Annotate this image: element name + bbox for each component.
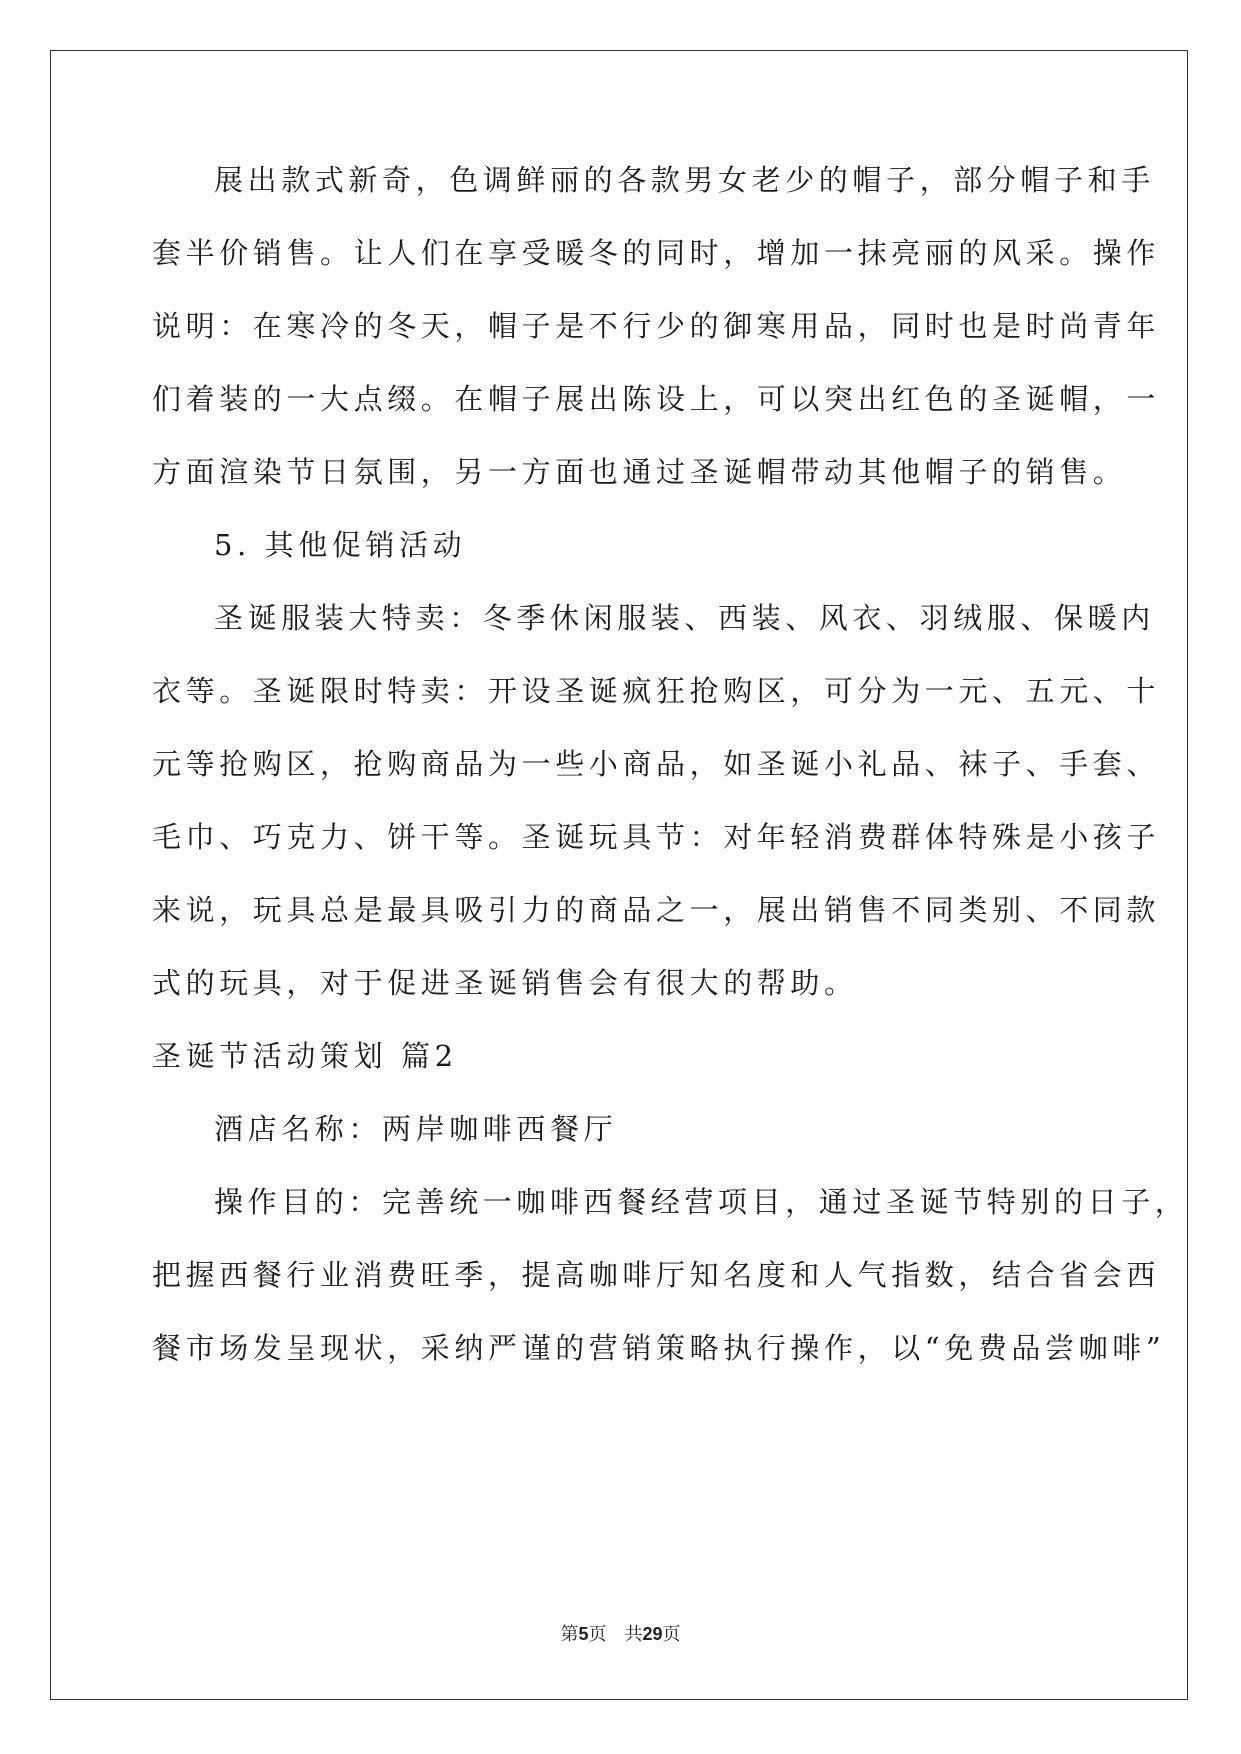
- paragraph-line: 展出款式新奇，色调鲜丽的各款男女老少的帽子，部分帽子和手: [214, 163, 1155, 197]
- paragraph-line: 元等抢购区，抢购商品为一些小商品，如圣诞小礼品、袜子、手套、: [152, 747, 1161, 781]
- section-heading: 5. 其他促销活动: [214, 528, 467, 562]
- footer-suffix: 页: [662, 1624, 681, 1644]
- footer-prefix: 第: [560, 1624, 579, 1644]
- paragraph-line: 圣诞服装大特卖：冬季休闲服装、西装、风衣、羽绒服、保暖内: [214, 601, 1155, 635]
- paragraph-line: 毛巾、巧克力、饼干等。圣诞玩具节：对年轻消费群体特殊是小孩子: [152, 820, 1161, 854]
- footer-page-number: 5: [578, 1624, 589, 1644]
- footer-mid: 页 共: [588, 1624, 643, 1644]
- paragraph-line: 衣等。圣诞限时特卖：开设圣诞疯狂抢购区，可分为一元、五元、十: [152, 674, 1161, 708]
- footer-total-pages: 29: [642, 1624, 663, 1644]
- page-border: [50, 50, 1188, 1700]
- paragraph-line: 套半价销售。让人们在享受暖冬的同时，增加一抹亮丽的风采。操作: [152, 236, 1161, 270]
- paragraph-line: 方面渲染节日氛围，另一方面也通过圣诞帽带动其他帽子的销售。: [152, 455, 1127, 489]
- paragraph-line: 说明：在寒冷的冬天，帽子是不行少的御寒用品，同时也是时尚青年: [152, 309, 1161, 343]
- paragraph-line: 酒店名称：两岸咖啡西餐厅: [214, 1112, 618, 1146]
- paragraph-line: 来说，玩具总是最具吸引力的商品之一，展出销售不同类别、不同款: [152, 893, 1161, 927]
- paragraph-line: 把握西餐行业消费旺季，提高咖啡厅知名度和人气指数，结合省会西: [152, 1258, 1161, 1292]
- paragraph-line: 式的玩具，对于促进圣诞销售会有很大的帮助。: [152, 966, 858, 1000]
- page-footer: [0, 1620, 1241, 1646]
- article-title: 圣诞节活动策划 篇2: [152, 1039, 458, 1073]
- paragraph-line: 餐市场发呈现状，采纳严谨的营销策略执行操作，以“免费品尝咖啡”: [152, 1331, 1166, 1365]
- paragraph-line: 们着装的一大点缀。在帽子展出陈设上，可以突出红色的圣诞帽，一: [152, 382, 1161, 416]
- paragraph-line: 操作目的：完善统一咖啡西餐经营项目，通过圣诞节特别的日子，: [214, 1185, 1189, 1219]
